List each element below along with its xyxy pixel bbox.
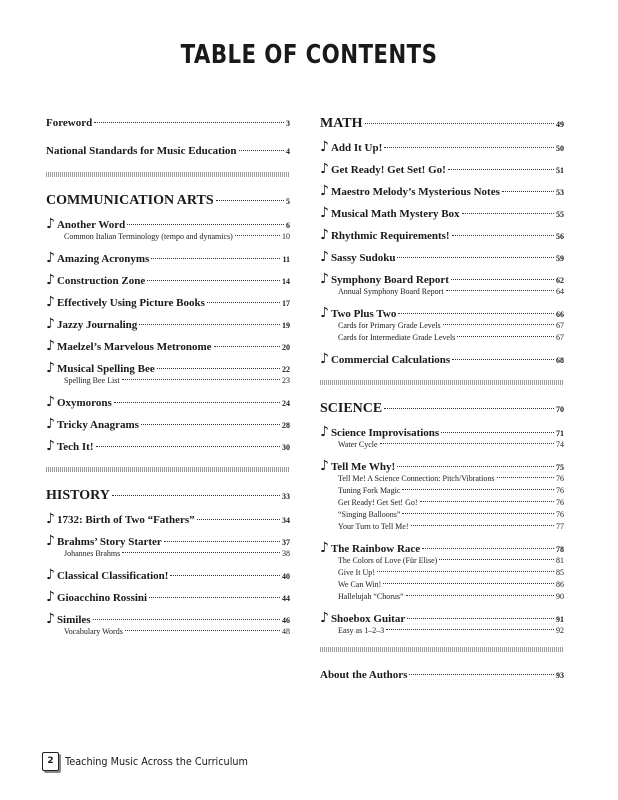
toc-page-number: 76	[556, 498, 564, 507]
dot-leader	[386, 629, 554, 630]
dot-leader	[122, 379, 280, 380]
toc-label: Get Ready! Get Set! Go!	[338, 498, 418, 507]
dot-leader	[96, 446, 280, 447]
musical-note-icon: ♪	[46, 338, 55, 354]
toc-page-number: 93	[556, 671, 564, 680]
dot-leader	[141, 424, 280, 425]
toc-label: SCIENCE	[320, 401, 383, 416]
dot-leader	[411, 525, 555, 526]
musical-note-icon: ♪	[320, 249, 329, 265]
toc-entry[interactable]	[46, 313, 290, 335]
dot-leader	[197, 519, 280, 520]
toc-label: Easy as 1–2–3	[338, 626, 385, 635]
musical-note-icon: ♪	[46, 394, 55, 410]
toc-label: Get Ready! Get Set! Go!	[330, 164, 446, 176]
musical-note-icon: ♪	[320, 424, 329, 440]
toc-subentry[interactable]	[46, 626, 290, 638]
toc-subentry[interactable]	[320, 579, 564, 591]
toc-label: The Rainbow Race	[330, 543, 421, 555]
toc-label: Classical Classification!	[56, 570, 169, 582]
dot-leader	[402, 513, 554, 514]
toc-page-number: 20	[282, 343, 290, 352]
dot-leader	[127, 224, 284, 225]
page-title: TABLE OF CONTENTS	[180, 40, 438, 70]
toc-label: Rhythmic Requirements!	[330, 230, 450, 242]
dot-leader	[384, 147, 554, 148]
toc-page-number: 76	[556, 510, 564, 519]
toc-subentry[interactable]	[320, 439, 564, 451]
toc-entry[interactable]	[46, 269, 290, 291]
toc-entry[interactable]	[46, 140, 290, 162]
musical-note-icon: ♪	[46, 216, 55, 232]
toc-page-number: 90	[556, 592, 564, 601]
toc-label: Sassy Sudoku	[330, 252, 396, 264]
toc-page-number: 92	[556, 626, 564, 635]
dot-leader	[409, 674, 554, 675]
dot-leader	[439, 559, 554, 560]
toc-label: COMMUNICATION ARTS	[46, 193, 214, 208]
toc-label: Tuning Fork Magic	[338, 486, 401, 495]
toc-entry[interactable]	[320, 202, 564, 224]
toc-label: MATH	[320, 116, 363, 131]
musical-note-icon: ♪	[46, 250, 55, 266]
toc-subentry[interactable]	[320, 485, 564, 497]
toc-label: Jazzy Journaling	[56, 319, 138, 331]
dot-leader	[452, 359, 554, 360]
toc-page-number: 68	[556, 356, 564, 365]
toc-page-number: 70	[556, 405, 564, 414]
dot-leader	[94, 122, 284, 123]
toc-entry[interactable]	[46, 435, 290, 457]
dot-leader	[397, 466, 554, 467]
toc-subentry[interactable]	[320, 567, 564, 579]
toc-entry[interactable]	[46, 564, 290, 586]
toc-label: Give It Up!	[338, 568, 375, 577]
dot-leader	[164, 541, 280, 542]
book-title: Teaching Music Across the Curriculum	[65, 755, 248, 768]
toc-label: Hallelujah “Chorus”	[338, 592, 404, 601]
toc-page-number: 49	[556, 120, 564, 129]
toc-label: Water Cycle	[338, 440, 378, 449]
dot-leader	[420, 501, 554, 502]
toc-label: Another Word	[56, 219, 126, 231]
dot-leader	[216, 200, 284, 201]
toc-label: Oxymorons	[56, 397, 112, 409]
toc-page-number: 77	[556, 522, 564, 531]
dot-leader	[384, 408, 554, 409]
dot-leader	[235, 235, 280, 236]
toc-label: Common Italian Terminology (tempo and dynamics)	[64, 232, 233, 241]
toc-page-number: 28	[282, 421, 290, 430]
toc-page-number: 19	[282, 321, 290, 330]
dot-leader	[397, 257, 554, 258]
toc-page-number: 5	[286, 197, 290, 206]
toc-label: Musical Spelling Bee	[56, 363, 155, 375]
toc-page-number: 85	[556, 568, 564, 577]
musical-note-icon: ♪	[46, 589, 55, 605]
toc-page-number: 44	[282, 594, 290, 603]
toc-label: Tech It!	[56, 441, 94, 453]
page-number: 2	[42, 752, 59, 771]
dot-leader	[446, 290, 554, 291]
toc-subentry[interactable]	[320, 332, 564, 344]
toc-page-number: 22	[282, 365, 290, 374]
toc-entry[interactable]	[320, 136, 564, 158]
musical-note-icon: ♪	[320, 305, 329, 321]
musical-note-icon: ♪	[320, 458, 329, 474]
dot-leader	[451, 279, 554, 280]
dot-leader	[452, 235, 554, 236]
toc-page-number: 78	[556, 545, 564, 554]
dot-leader	[402, 489, 554, 490]
toc-entry[interactable]	[46, 508, 290, 530]
toc-page-number: 86	[556, 580, 564, 589]
musical-note-icon: ♪	[320, 183, 329, 199]
toc-entry[interactable]	[46, 413, 290, 435]
toc-label: Annual Symphony Board Report	[338, 287, 444, 296]
toc-section-heading[interactable]	[320, 397, 564, 421]
musical-note-icon: ♪	[320, 227, 329, 243]
toc-page-number: 56	[556, 232, 564, 241]
toc-page-number: 67	[556, 333, 564, 342]
toc-label: Cards for Intermediate Grade Levels	[338, 333, 456, 342]
toc-label: Commercial Calculations	[330, 354, 451, 366]
toc-left-column	[46, 112, 290, 642]
toc-page-number: 51	[556, 166, 564, 175]
dot-leader	[139, 324, 280, 325]
toc-section-heading[interactable]	[46, 189, 290, 213]
toc-subentry[interactable]	[320, 497, 564, 509]
toc-page-number: 67	[556, 321, 564, 330]
toc-label: 1732: Birth of Two “Fathers”	[56, 514, 195, 526]
toc-label: Spelling Bee List	[64, 376, 120, 385]
toc-entry[interactable]	[320, 224, 564, 246]
toc-page-number: 4	[286, 147, 290, 156]
toc-label: Add It Up!	[330, 142, 383, 154]
dot-leader	[398, 313, 554, 314]
toc-label: Shoebox Guitar	[330, 613, 406, 625]
dot-leader	[112, 495, 280, 496]
musical-note-icon: ♪	[46, 533, 55, 549]
toc-label: Tricky Anagrams	[56, 419, 139, 431]
toc-page-number: 76	[556, 474, 564, 483]
toc-label: Musical Math Mystery Box	[330, 208, 460, 220]
musical-note-icon: ♪	[46, 567, 55, 583]
musical-note-icon: ♪	[320, 205, 329, 221]
section-divider	[320, 380, 564, 385]
toc-label: Similes	[56, 614, 91, 626]
musical-note-icon: ♪	[46, 438, 55, 454]
toc-label: Tell Me Why!	[330, 461, 396, 473]
toc-page-number: 76	[556, 486, 564, 495]
toc-entry[interactable]	[320, 664, 564, 686]
toc-subentry[interactable]	[46, 231, 290, 243]
dot-leader	[214, 346, 281, 347]
musical-note-icon: ♪	[46, 416, 55, 432]
toc-entry[interactable]	[320, 246, 564, 268]
toc-label: The Colors of Love (Für Elise)	[338, 556, 438, 565]
musical-note-icon: ♪	[46, 511, 55, 527]
dot-leader	[441, 432, 554, 433]
toc-label: Two Plus Two	[330, 308, 397, 320]
section-divider	[46, 467, 290, 472]
dot-leader	[380, 443, 554, 444]
toc-page-number: 59	[556, 254, 564, 263]
toc-page-number: 74	[556, 440, 564, 449]
toc-entry[interactable]	[46, 335, 290, 357]
toc-label: Gioacchino Rossini	[56, 592, 148, 604]
dot-leader	[114, 402, 280, 403]
toc-page-number: 6	[286, 221, 290, 230]
toc-label: We Can Win!	[338, 580, 382, 589]
toc-page-number: 91	[556, 615, 564, 624]
toc-page-number: 34	[282, 516, 290, 525]
musical-note-icon: ♪	[320, 271, 329, 287]
toc-label: About the Authors	[320, 669, 408, 681]
toc-page-number: 64	[556, 287, 564, 296]
toc-subentry[interactable]	[320, 591, 564, 603]
toc-entry[interactable]	[320, 348, 564, 370]
dot-leader	[457, 336, 554, 337]
toc-label: Foreword	[46, 117, 93, 129]
toc-page-number: 46	[282, 616, 290, 625]
toc-subentry[interactable]	[320, 625, 564, 637]
musical-note-icon: ♪	[46, 611, 55, 627]
toc-page-number: 66	[556, 310, 564, 319]
toc-page-number: 33	[282, 492, 290, 501]
toc-page-number: 30	[282, 443, 290, 452]
dot-leader	[443, 324, 554, 325]
toc-label: Construction Zone	[56, 275, 146, 287]
toc-entry[interactable]	[46, 391, 290, 413]
toc-label: Brahms’ Story Starter	[56, 536, 162, 548]
toc-label: Vocabulary Words	[64, 627, 123, 636]
musical-note-icon: ♪	[320, 540, 329, 556]
toc-page-number: 11	[282, 255, 290, 264]
toc-page-number: 62	[556, 276, 564, 285]
dot-leader	[170, 575, 280, 576]
musical-note-icon: ♪	[46, 272, 55, 288]
dot-leader	[407, 618, 554, 619]
dot-leader	[157, 368, 280, 369]
toc-label: Maelzel’s Marvelous Metronome	[56, 341, 212, 353]
toc-page-number: 81	[556, 556, 564, 565]
toc-subentry[interactable]	[320, 521, 564, 533]
toc-page-number: 53	[556, 188, 564, 197]
musical-note-icon: ♪	[320, 161, 329, 177]
toc-section-heading[interactable]	[320, 112, 564, 136]
toc-label: “Singing Balloons”	[338, 510, 401, 519]
toc-subentry[interactable]	[46, 548, 290, 560]
toc-page-number: 37	[282, 538, 290, 547]
toc-subentry[interactable]	[320, 320, 564, 332]
toc-page-number: 50	[556, 144, 564, 153]
dot-leader	[122, 552, 280, 553]
musical-note-icon: ♪	[46, 294, 55, 310]
toc-label: HISTORY	[46, 488, 110, 503]
dot-leader	[448, 169, 554, 170]
section-divider	[46, 172, 290, 177]
toc-subentry[interactable]	[46, 375, 290, 387]
dot-leader	[149, 597, 280, 598]
toc-label: Johannes Brahms	[64, 549, 121, 558]
toc-page-number: 48	[282, 627, 290, 636]
toc-page-number: 10	[282, 232, 290, 241]
toc-subentry[interactable]	[320, 555, 564, 567]
toc-page-number: 40	[282, 572, 290, 581]
toc-entry[interactable]	[46, 586, 290, 608]
musical-note-icon: ♪	[46, 360, 55, 376]
toc-subentry[interactable]	[320, 509, 564, 521]
dot-leader	[239, 150, 285, 151]
dot-leader	[147, 280, 280, 281]
toc-entry[interactable]	[46, 112, 290, 134]
musical-note-icon: ♪	[320, 351, 329, 367]
toc-page-number: 24	[282, 399, 290, 408]
toc-label: Science Improvisations	[330, 427, 440, 439]
dot-leader	[406, 595, 554, 596]
section-divider	[320, 647, 564, 652]
toc-right-column	[320, 112, 564, 686]
toc-label: Your Turn to Tell Me!	[338, 522, 409, 531]
toc-subentry[interactable]	[320, 286, 564, 298]
toc-label: Effectively Using Picture Books	[56, 297, 205, 309]
toc-page-number: 55	[556, 210, 564, 219]
toc-page-number: 23	[282, 376, 290, 385]
toc-subentry[interactable]	[320, 473, 564, 485]
toc-label: Tell Me! A Science Connection: Pitch/Vibrations	[338, 474, 495, 483]
page-footer	[42, 752, 273, 771]
musical-note-icon: ♪	[320, 139, 329, 155]
toc-page-number: 75	[556, 463, 564, 472]
toc-label: Amazing Acronyms	[56, 253, 150, 265]
toc-label: Symphony Board Report	[330, 274, 449, 286]
toc-entry[interactable]	[320, 158, 564, 180]
dot-leader	[365, 123, 554, 124]
dot-leader	[125, 630, 280, 631]
dot-leader	[497, 477, 555, 478]
toc-entry[interactable]	[46, 247, 290, 269]
toc-label: Maestro Melody’s Mysterious Notes	[330, 186, 500, 198]
musical-note-icon: ♪	[46, 316, 55, 332]
dot-leader	[93, 619, 280, 620]
toc-page-number: 14	[282, 277, 290, 286]
toc-page-number: 3	[286, 119, 290, 128]
dot-leader	[422, 548, 554, 549]
musical-note-icon: ♪	[320, 610, 329, 626]
toc-label: National Standards for Music Education	[46, 145, 237, 157]
dot-leader	[151, 258, 280, 259]
dot-leader	[207, 302, 280, 303]
toc-label: Cards for Primary Grade Levels	[338, 321, 441, 330]
toc-entry[interactable]	[320, 180, 564, 202]
toc-page-number: 17	[282, 299, 290, 308]
dot-leader	[377, 571, 554, 572]
toc-section-heading[interactable]	[46, 484, 290, 508]
dot-leader	[383, 583, 554, 584]
toc-entry[interactable]	[46, 291, 290, 313]
toc-page-number: 38	[282, 549, 290, 558]
dot-leader	[462, 213, 554, 214]
dot-leader	[502, 191, 554, 192]
toc-page-number: 71	[556, 429, 564, 438]
